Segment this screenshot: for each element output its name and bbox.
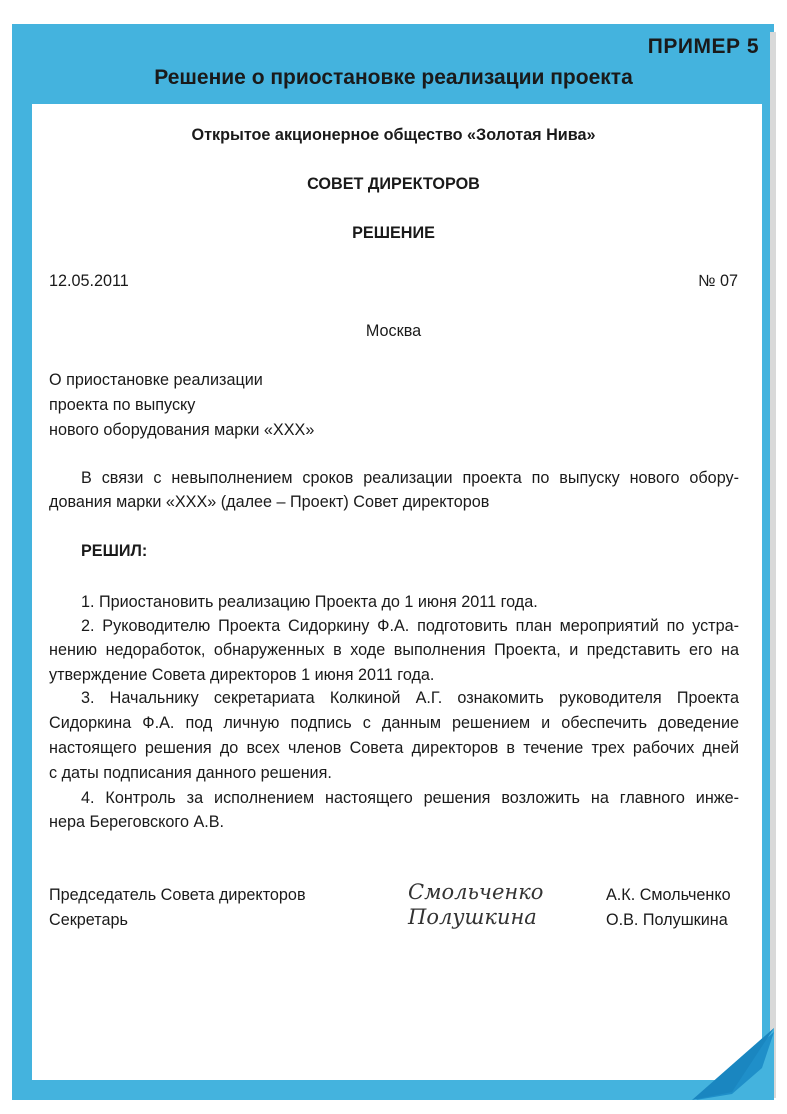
resolution-item-4: 4. Контроль за исполнением настоящего решения возложить на главного инже- (81, 789, 739, 807)
page-curl-corner (692, 1028, 774, 1100)
resolution-item-3: настоящего решения до всех членов Совета директоров в течение трех рабочих дней (49, 739, 739, 757)
preamble-line: дования марки «ХХХ» (далее – Проект) Совет директоров (49, 493, 490, 511)
resolution-item-3: 3. Начальнику секретариата Колкиной А.Г. ознакомить руководителя Проекта (81, 689, 739, 707)
signatory-name: А.К. Смольченко (606, 886, 731, 904)
resolution-item-1: 1. Приостановить реализацию Проекта до 1 июня 2011 года. (81, 593, 538, 611)
resolution-item-3: с даты подписания данного решения. (49, 764, 332, 782)
subject-line: О приостановке реализации (49, 371, 263, 389)
document-date: 12.05.2011 (49, 272, 129, 290)
resolution-item-4: нера Береговского А.В. (49, 813, 225, 831)
signatory-position: Секретарь (49, 911, 128, 929)
signatory-name: О.В. Полушкина (606, 911, 728, 929)
resolution-item-3: Сидоркина Ф.А. под личную подпись с данным решением и обеспечить доведение (49, 714, 739, 732)
handwritten-signature: Смольченко (408, 880, 544, 904)
resolution-item-2: утверждение Совета директоров 1 июня 2011 года. (49, 666, 435, 684)
document-city: Москва (365, 322, 422, 340)
board-name: СОВЕТ ДИРЕКТОРОВ (307, 175, 480, 193)
resolution-item-2: нению недоработок, обнаруженных в ходе выполнения Проекта, и представить его на (49, 641, 739, 659)
resolution-item-2: 2. Руководителю Проекта Сидоркину Ф.А. подготовить план мероприятий по устра- (81, 617, 739, 635)
subject-line: проекта по выпуску (49, 396, 196, 414)
document-number: № 07 (698, 272, 738, 290)
signatory-position: Председатель Совета директоров (49, 886, 306, 904)
example-label: ПРИМЕР 5 (647, 35, 759, 58)
document-type: РЕШЕНИЕ (352, 224, 435, 242)
organization-name: Открытое акционерное общество «Золотая Нива» (191, 126, 596, 144)
page-title: Решение о приостановке реализации проекта (154, 66, 633, 89)
document-sheet (32, 104, 762, 1080)
resolved-label: РЕШИЛ: (81, 542, 148, 560)
preamble-line: В связи с невыполнением сроков реализации проекта по выпуску нового обору- (81, 469, 739, 487)
subject-line: нового оборудования марки «ХХХ» (49, 421, 315, 439)
handwritten-signature: Полушкина (408, 905, 537, 929)
